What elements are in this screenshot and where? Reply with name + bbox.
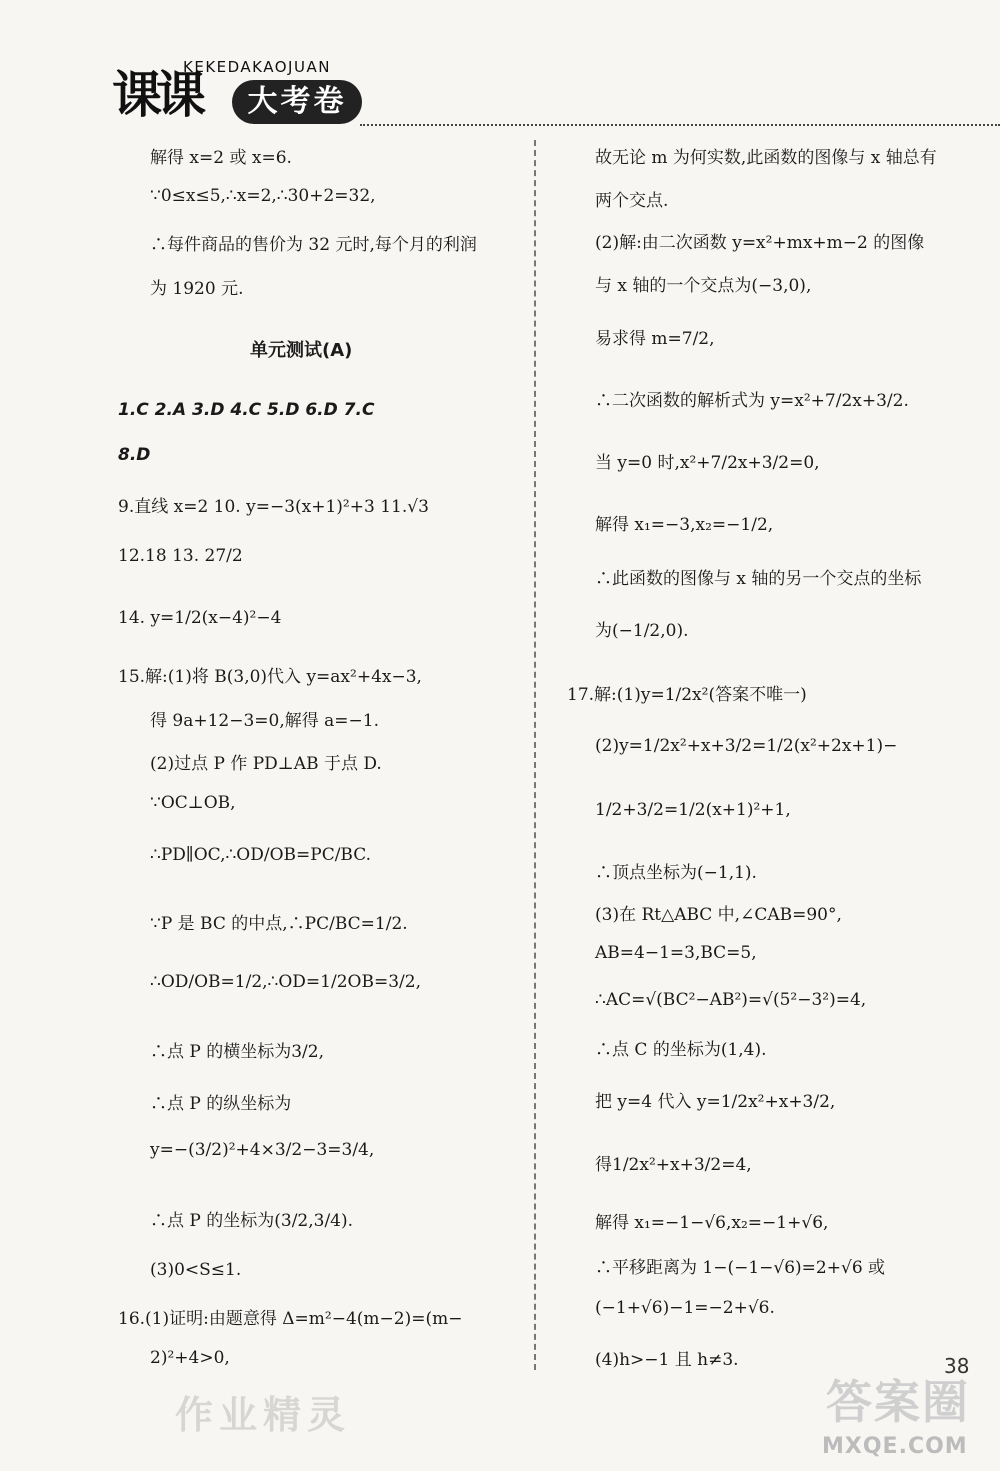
text-line: 当 y=0 时,x²+7/2x+3/2=0,	[595, 453, 820, 473]
answer-line: ∵OC⊥OB,	[150, 793, 236, 813]
answer-line: ∴OD/OB=1/2,∴OD=1/2OB=3/2,	[150, 972, 421, 992]
answer-line: 14. y=1/2(x−4)²−4	[118, 608, 282, 628]
answer-line: 15.解:(1)将 B(3,0)代入 y=ax²+4x−3,	[118, 667, 422, 687]
column-divider	[534, 140, 548, 1370]
watermark-corner: 答案圈	[826, 1375, 970, 1429]
watermark-site: MXQE.COM	[822, 1434, 968, 1459]
text-line: AB=4−1=3,BC=5,	[595, 943, 757, 963]
text-line: 为 1920 元.	[150, 279, 244, 299]
text-line: ∴此函数的图像与 x 轴的另一个交点的坐标	[595, 569, 922, 589]
text-line: (2)解:由二次函数 y=x²+mx+m−2 的图像	[595, 233, 925, 253]
answer-line: 9.直线 x=2 10. y=−3(x+1)²+3 11.√3	[118, 497, 429, 517]
page-number: 38	[944, 1354, 970, 1378]
answer-line: ∴点 P 的纵坐标为	[150, 1094, 292, 1114]
answer-line: ∴点 P 的横坐标为3/2,	[150, 1042, 325, 1062]
text-line: 易求得 m=7/2,	[595, 329, 715, 349]
text-line: 解得 x=2 或 x=6.	[150, 148, 292, 168]
text-line: ∴平移距离为 1−(−1−√6)=2+√6 或	[595, 1258, 886, 1278]
answer-line: (2)过点 P 作 PD⊥AB 于点 D.	[150, 754, 382, 774]
text-line: ∴每件商品的售价为 32 元时,每个月的利润	[150, 235, 477, 255]
watermark-bottom-left: 作业精灵	[175, 1393, 352, 1437]
text-line: (4)h>−1 且 h≠3.	[595, 1350, 739, 1370]
answer-line: ∴点 P 的坐标为(3/2,3/4).	[150, 1211, 354, 1231]
answer-line: ∵P 是 BC 的中点,∴PC/BC=1/2.	[150, 914, 408, 934]
text-line: (2)y=1/2x²+x+3/2=1/2(x²+2x+1)−	[595, 736, 898, 756]
answer-line: y=−(3/2)²+4×3/2−3=3/4,	[150, 1140, 375, 1160]
text-line: 两个交点.	[595, 191, 669, 211]
answer-line: ∴PD∥OC,∴OD/OB=PC/BC.	[150, 845, 372, 865]
text-line: ∴顶点坐标为(−1,1).	[595, 863, 757, 883]
answer-line: 2)²+4>0,	[150, 1348, 230, 1368]
text-line: 解得 x₁=−3,x₂=−1/2,	[595, 515, 774, 535]
header-rule	[360, 124, 1000, 126]
text-line: 1/2+3/2=1/2(x+1)²+1,	[595, 800, 791, 820]
logo-pinyin: KEKEDAKAOJUAN	[183, 58, 331, 76]
text-line: (−1+√6)−1=−2+√6.	[595, 1298, 775, 1318]
text-line: 得1/2x²+x+3/2=4,	[595, 1155, 752, 1175]
answer-line: 8.D	[118, 445, 151, 465]
answer-line: 得 9a+12−3=0,解得 a=−1.	[150, 711, 380, 731]
text-line: 与 x 轴的一个交点为(−3,0),	[595, 276, 812, 296]
section-title: 单元测试(A)	[250, 340, 353, 361]
text-line: 故无论 m 为何实数,此函数的图像与 x 轴总有	[595, 148, 937, 168]
text-line: (3)在 Rt△ABC 中,∠CAB=90°,	[595, 905, 842, 925]
text-line: ∴AC=√(BC²−AB²)=√(5²−3²)=4,	[595, 990, 867, 1010]
text-line: ∴点 C 的坐标为(1,4).	[595, 1040, 767, 1060]
text-line: ∴二次函数的解析式为 y=x²+7/2x+3/2.	[595, 391, 909, 411]
text-line: 17.解:(1)y=1/2x²(答案不唯一)	[567, 685, 807, 705]
logo-main: 课课	[112, 65, 200, 124]
logo-sub: 大考卷	[232, 80, 362, 124]
answer-line: 1.C 2.A 3.D 4.C 5.D 6.D 7.C	[118, 400, 375, 420]
page-header	[0, 0, 1000, 140]
text-line: 解得 x₁=−1−√6,x₂=−1+√6,	[595, 1213, 829, 1233]
text-line: ∵0≤x≤5,∴x=2,∴30+2=32,	[150, 186, 376, 206]
text-line: 把 y=4 代入 y=1/2x²+x+3/2,	[595, 1092, 836, 1112]
answer-line: 12.18 13. 27/2	[118, 546, 243, 566]
answer-line: (3)0<S≤1.	[150, 1260, 242, 1280]
text-line: 为(−1/2,0).	[595, 621, 689, 641]
answer-line: 16.(1)证明:由题意得 Δ=m²−4(m−2)=(m−	[118, 1309, 463, 1329]
